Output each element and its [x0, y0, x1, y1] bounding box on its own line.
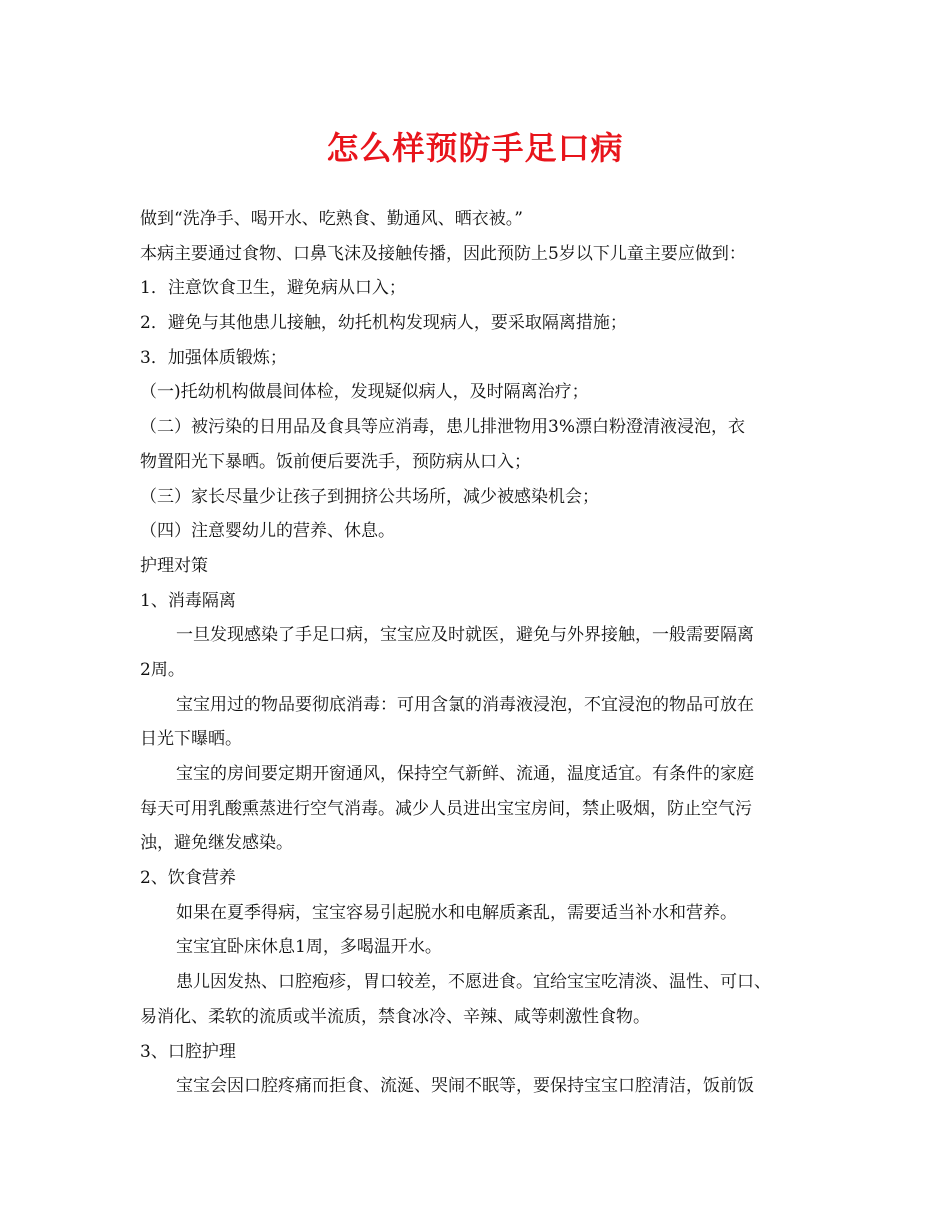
document-body — [140, 202, 830, 1104]
paragraph-line: 2周。 — [140, 659, 185, 680]
list-item: （二）被污染的日用品及食具等应消毒，患儿排泄物用3%漂白粉澄清液浸泡，衣 — [140, 417, 745, 438]
list-item: （三）家长尽量少让孩子到拥挤公共场所，减少被感染机会； — [140, 486, 599, 507]
paragraph-line: 如果在夏季得病，宝宝容易引起脱水和电解质紊乱，需要适当补水和营养。 — [176, 902, 737, 923]
paragraph-line: 一旦发现感染了手足口病，宝宝应及时就医，避免与外界接触，一般需要隔离 — [176, 625, 754, 646]
list-item: 2．避免与其他患儿接触，幼托机构发现病人，要采取隔离措施； — [140, 313, 627, 334]
paragraph-line: 宝宝宜卧床休息1周，多喝温开水。 — [176, 937, 442, 958]
paragraph-line: 物置阳光下暴晒。饭前便后要洗手，预防病从口入； — [140, 451, 531, 472]
paragraph-line: 宝宝用过的物品要彻底消毒：可用含氯的消毒液浸泡，不宜浸泡的物品可放在 — [176, 694, 754, 715]
subsection-heading: 3、口腔护理 — [140, 1041, 236, 1062]
document-title: 怎么样预防手足口病 — [326, 129, 624, 167]
paragraph-line: 易消化、柔软的流质或半流质，禁食冰冷、辛辣、咸等刺激性食物。 — [140, 1006, 650, 1027]
paragraph-line: 患儿因发热、口腔疱疹，胃口较差，不愿进食。宜给宝宝吃清淡、温性、可口、 — [176, 972, 771, 993]
paragraph-line: 日光下曝晒。 — [140, 729, 242, 750]
paragraph-line: 做到“洗净手、喝开水、吃熟食、勤通风、晒衣被。” — [140, 209, 523, 229]
section-heading: 护理对策 — [140, 555, 208, 576]
subsection-heading: 2、饮食营养 — [140, 868, 236, 889]
subsection-heading: 1、消毒隔离 — [140, 590, 236, 611]
list-item: 3．加强体质锻炼； — [140, 347, 287, 368]
list-item: （一)托幼机构做晨间体检，发现疑似病人，及时隔离治疗； — [140, 382, 589, 403]
paragraph-line: 每天可用乳酸熏蒸进行空气消毒。减少人员进出宝宝房间，禁止吸烟，防止空气污 — [140, 798, 752, 819]
list-item: （四）注意婴幼儿的营养、休息。 — [140, 521, 395, 542]
paragraph-line: 本病主要通过食物、口鼻飞沫及接触传播，因此预防上5岁以下儿童主要应做到： — [140, 243, 746, 264]
paragraph-line: 宝宝的房间要定期开窗通风，保持空气新鲜、流通，温度适宜。有条件的家庭 — [176, 764, 754, 784]
paragraph-line: 浊，避免继发感染。 — [140, 833, 293, 854]
list-item: 1．注意饮食卫生，避免病从口入； — [140, 278, 406, 299]
paragraph-line: 宝宝会因口腔疼痛而拒食、流涎、哭闹不眠等，要保持宝宝口腔清洁，饭前饭 — [176, 1076, 754, 1097]
